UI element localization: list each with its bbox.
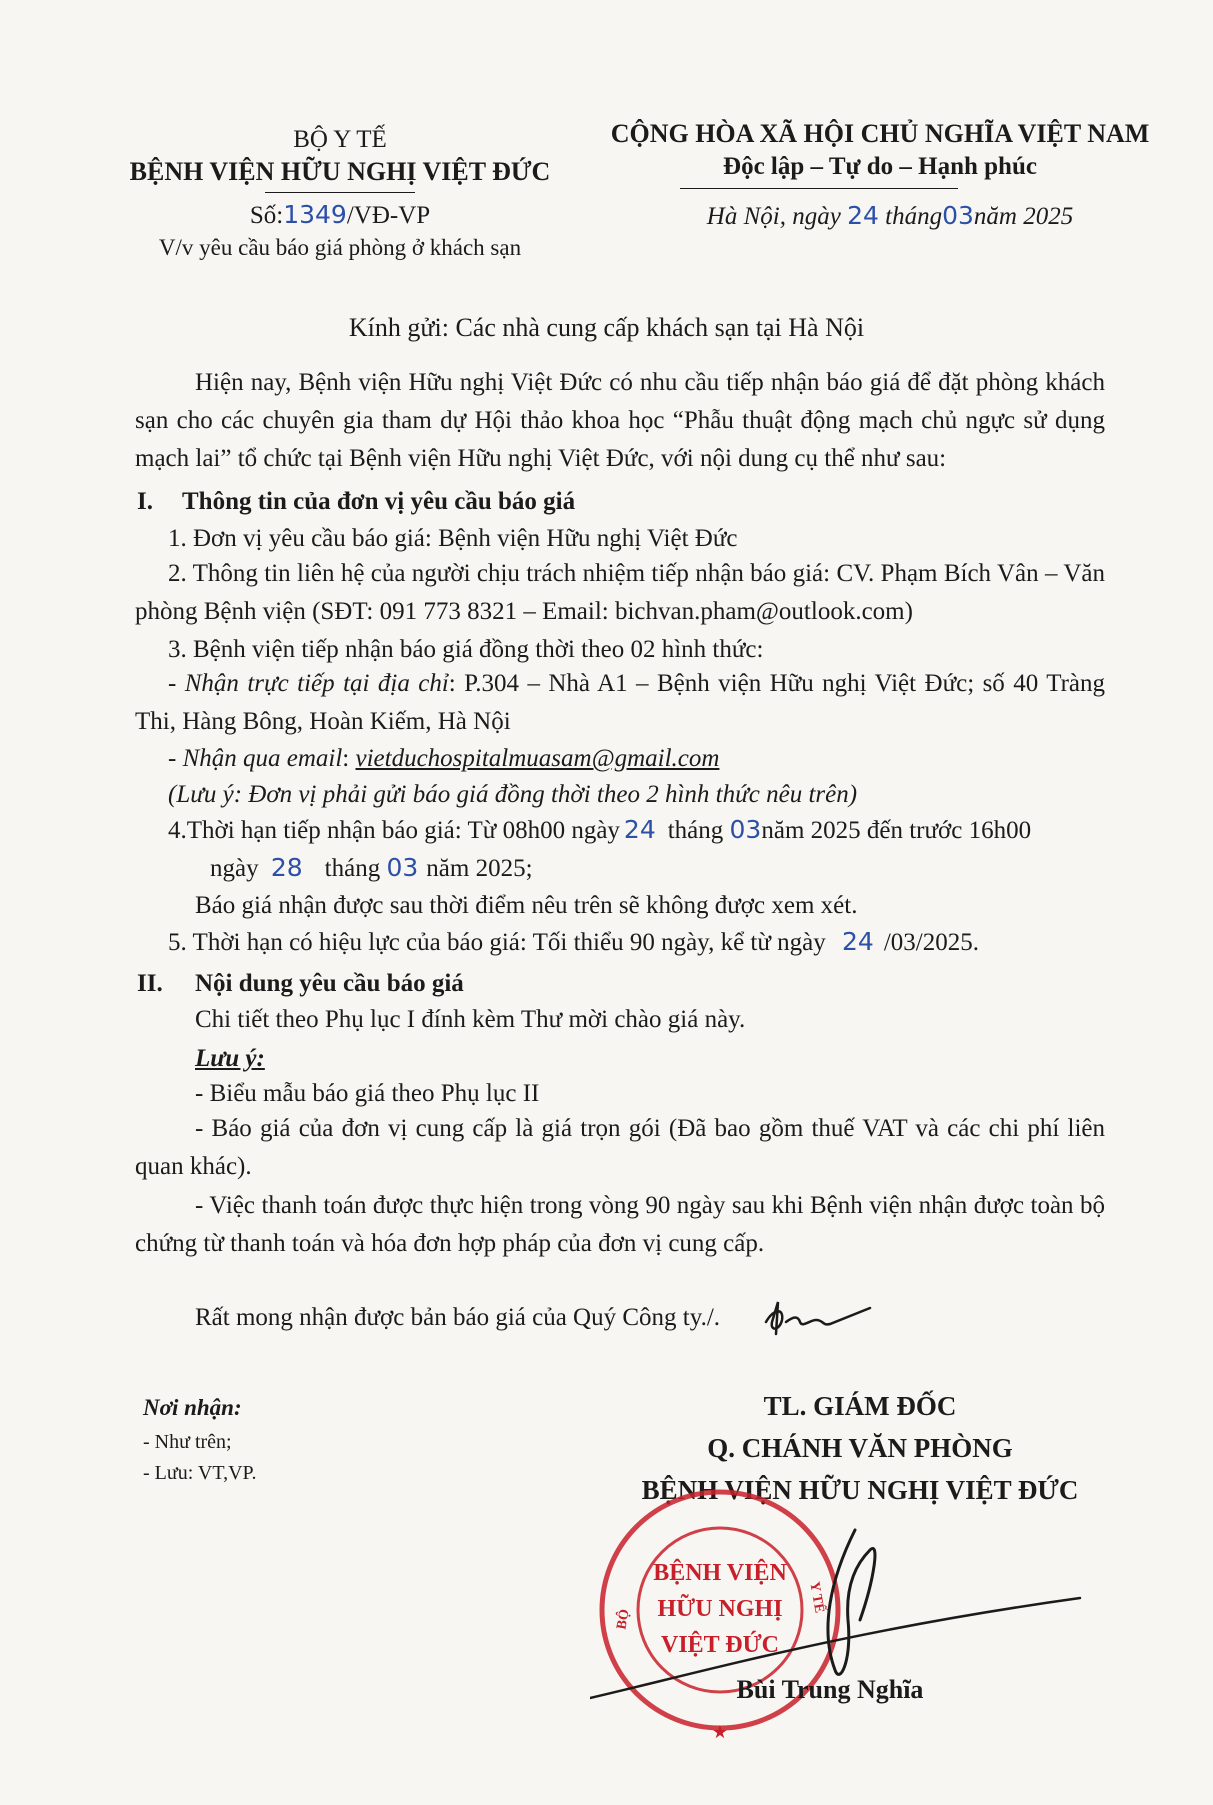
item-2: 2. Thông tin liên hệ của người chịu trách nhiệm tiếp nhận báo giá: CV. Phạm Bích Vân – Văn phòng Bệnh viện (SĐT: 091 773 8321 – Email: bichvan.pham@outlook.com) bbox=[135, 560, 1105, 625]
ministry-name: BỘ Y TẾ bbox=[293, 126, 387, 153]
signer-name: Bùi Trung Nghĩa bbox=[736, 1675, 924, 1704]
section-1-number: I. bbox=[137, 488, 153, 515]
document-subject: V/v yêu cầu báo giá phòng ở khách sạn bbox=[158, 235, 522, 260]
note-two-methods: (Lưu ý: Đơn vị phải gửi báo giá đồng thời theo 2 hình thức nêu trên) bbox=[168, 781, 858, 808]
section-1-title: Thông tin của đơn vị yêu cầu báo giá bbox=[182, 488, 576, 515]
stamp-line-3: VIỆT ĐỨC bbox=[660, 1632, 780, 1658]
country-name: CỘNG HÒA XÃ HỘI CHỦ NGHĨA VIỆT NAM bbox=[610, 119, 1150, 148]
recipients-item-2: - Lưu: VT,VP. bbox=[143, 1462, 257, 1484]
item-1: 1. Đơn vị yêu cầu báo giá: Bệnh viện Hữu nghị Việt Đức bbox=[168, 525, 738, 552]
closing-line: Rất mong nhận được bản báo giá của Quý Công ty./. bbox=[195, 1304, 721, 1331]
document-date: Hà Nội, ngày 24 tháng03năm 2025 bbox=[706, 201, 1074, 230]
item-4-note: Báo giá nhận được sau thời điểm nêu trên sẽ không được xem xét. bbox=[195, 892, 858, 919]
stamp-star-icon: ★ bbox=[711, 1722, 729, 1740]
section-2-text: Chi tiết theo Phụ lục I đính kèm Thư mời chào giá này. bbox=[195, 1006, 746, 1033]
note-1: - Biểu mẫu báo giá theo Phụ lục II bbox=[195, 1080, 540, 1107]
initial-mark-icon bbox=[760, 1298, 880, 1338]
document-number: Số:1349/VĐ-VP bbox=[249, 200, 431, 229]
item-3a: - Nhận trực tiếp tại địa chỉ: P.304 – Nhà A1 – Bệnh viện Hữu nghị Việt Đức; số 40 Tràng Thi, Hàng Bông, Hoàn Kiếm, Hà Nội bbox=[135, 670, 1106, 735]
note-title: Lưu ý: bbox=[195, 1045, 265, 1072]
header-right-rule bbox=[680, 188, 958, 189]
stamp-ring-left: BỘ bbox=[614, 1608, 633, 1631]
recipients-item-1: - Như trên; bbox=[143, 1431, 232, 1453]
recipients-title: Nơi nhận: bbox=[143, 1395, 242, 1420]
section-2-number: II. bbox=[137, 970, 163, 997]
signature-title-1: TL. GIÁM ĐỐC bbox=[763, 1391, 957, 1421]
note-3: - Việc thanh toán được thực hiện trong vòng 90 ngày sau khi Bệnh viện nhận được toàn bộ chứng từ thanh toán và hóa đơn hợp pháp của đơn vị cung cấp. bbox=[135, 1192, 1105, 1257]
contact-email-link[interactable]: vietduchospitalmuasam@gmail.com bbox=[355, 745, 720, 772]
signature-title-3: BỆNH VIỆN HỮU NGHỊ VIỆT ĐỨC bbox=[641, 1475, 1079, 1505]
header-left-rule bbox=[265, 192, 415, 193]
stamp-line-1: BỆNH VIỆN bbox=[653, 1560, 787, 1586]
note-2: - Báo giá của đơn vị cung cấp là giá trọn gói (Đã bao gồm thuế VAT và các chi phí liên quan khác). bbox=[135, 1115, 1105, 1180]
item-5: 5. Thời hạn có hiệu lực của báo giá: Tối thiểu 90 ngày, kể từ ngày 24 /03/2025. bbox=[168, 927, 979, 956]
stamp-line-2: HỮU NGHỊ bbox=[657, 1596, 783, 1622]
signature-title-2: Q. CHÁNH VĂN PHÒNG bbox=[707, 1433, 1013, 1463]
intro-paragraph: Hiện nay, Bệnh viện Hữu nghị Việt Đức có nhu cầu tiếp nhận báo giá để đặt phòng khách sạn cho các chuyên gia tham dự Hội thảo khoa học “Phẫu thuật động mạch chủ ngực sử dụng mạch lai” tổ chức tại Bệnh viện Hữu nghị Việt Đức, với nội dung cụ thể như sau: bbox=[135, 369, 1105, 472]
item-3b: - Nhận qua email: vietduchospitalmuasam@gmail.com bbox=[168, 745, 720, 772]
item-4-line-1: 4.Thời hạn tiếp nhận báo giá: Từ 08h00 ngày 24 tháng 03năm 2025 đến trước 16h00 bbox=[168, 815, 1032, 844]
section-2-title: Nội dung yêu cầu báo giá bbox=[195, 970, 464, 997]
hospital-name: BỆNH VIỆN HỮU NGHỊ VIỆT ĐỨC bbox=[129, 157, 551, 186]
national-motto: Độc lập – Tự do – Hạnh phúc bbox=[723, 153, 1037, 180]
item-3: 3. Bệnh viện tiếp nhận báo giá đồng thời theo 02 hình thức: bbox=[168, 636, 764, 663]
stamp-ring-right: Y TẾ bbox=[806, 1580, 827, 1615]
recipient-line: Kính gửi: Các nhà cung cấp khách sạn tại Hà Nội bbox=[348, 313, 865, 342]
item-4-line-2: ngày 28 tháng 03 năm 2025; bbox=[210, 853, 533, 882]
